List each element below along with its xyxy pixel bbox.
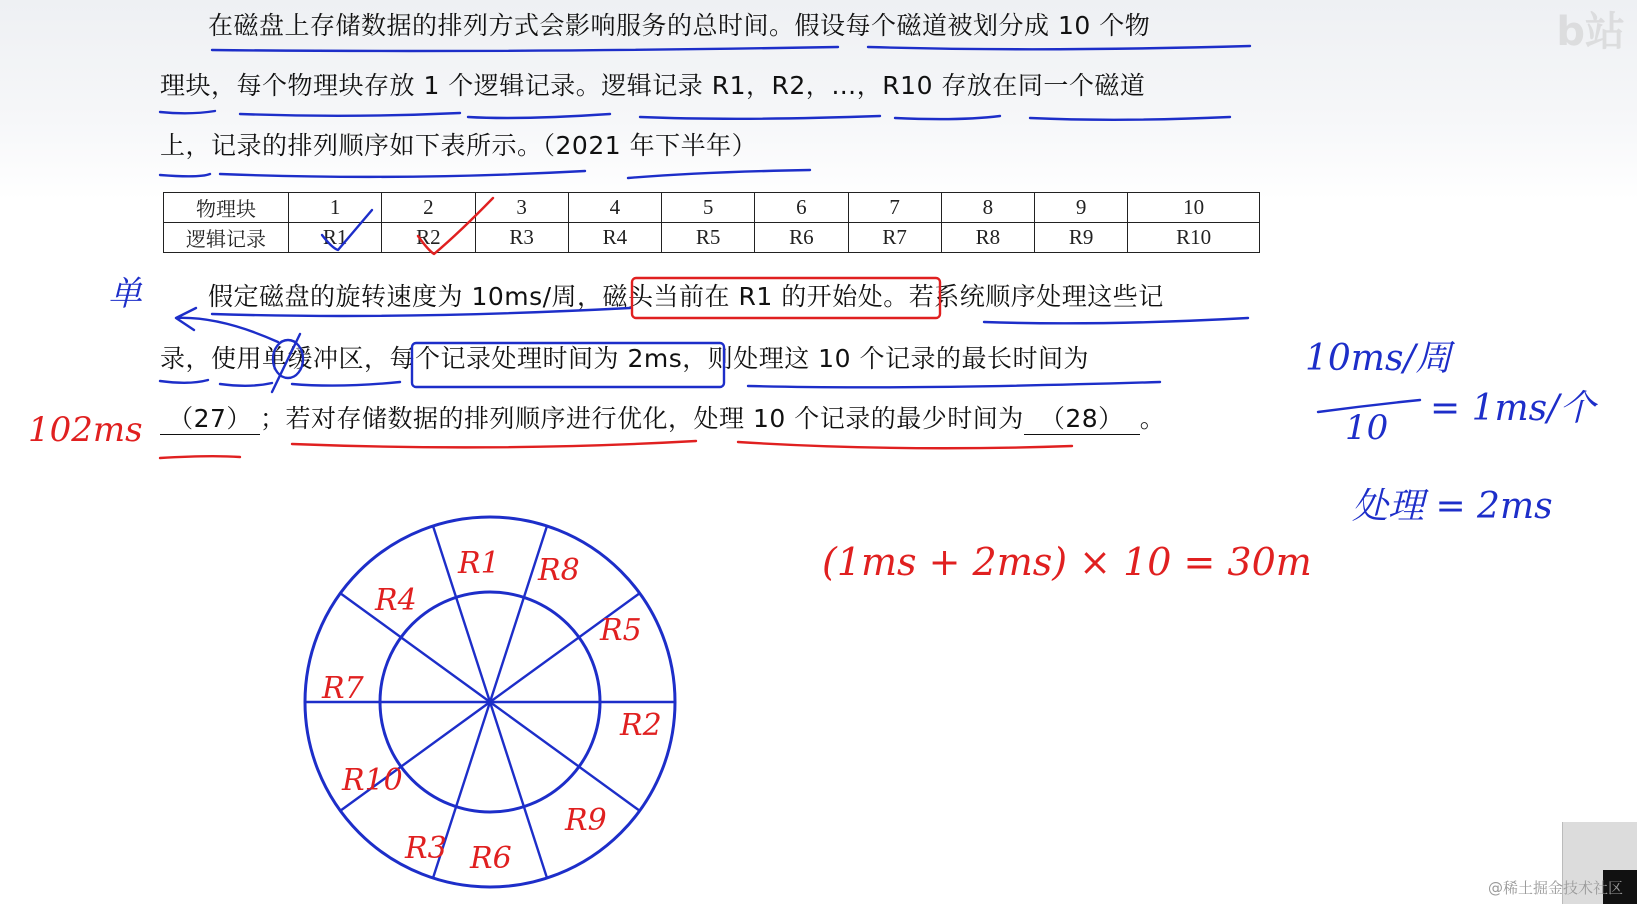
table-cell: 10 [1128,193,1260,223]
underline-mark [160,174,210,176]
underline-mark [292,382,400,386]
note-divisor: 10 [1345,408,1389,448]
table-cell: 4 [568,193,661,223]
underline-mark [984,318,1248,323]
note-processing: 处理 = 2ms [1352,486,1553,527]
table-cell: R6 [755,223,848,253]
para2-line-1: 假定磁盘的旋转速度为 10ms/周，磁头当前在 R1 的开始处。若系统顺序处理这些记 [208,282,1164,311]
video-logo-watermark: b站 [1556,9,1625,55]
sector-label: R3 [405,831,447,866]
para1-line-1: 在磁盘上存储数据的排列方式会影响服务的总时间。假设每个磁道被划分成 10 个物 [208,11,1151,40]
table-cell: R4 [568,223,661,253]
sector-label: R4 [375,583,417,618]
underline-mark [895,116,1000,119]
box-mark [632,278,940,318]
underline-mark [748,382,1160,387]
underline-mark [240,113,460,116]
note-per-record: = 1ms/个 [1430,388,1596,429]
sector-label: R8 [538,553,580,588]
underline-mark [160,111,215,113]
table-header-physical-block: 物理块 [164,193,289,223]
para1-line-3: 上，记录的排列顺序如下表所示。（2021 年下半年） [160,131,758,160]
para2-line-3-text: ；若对存储数据的排列顺序进行优化，处理 10 个记录的最少时间为 [260,404,1024,433]
sector-label: R1 [458,546,500,581]
sector-label: R7 [322,671,364,706]
sector-label: R9 [565,803,607,838]
note-rotation-speed: 10ms/周 [1305,338,1452,379]
site-watermark: @稀土掘金技术社区 [1487,879,1623,897]
table-cell: 3 [475,193,568,223]
note-dan: 单 [108,274,142,314]
underline-mark [292,441,696,447]
underline-mark [212,47,838,51]
sector-label: R2 [620,708,662,743]
table-cell: 5 [662,193,755,223]
sector-label: R6 [470,841,512,876]
table-cell: 7 [848,193,941,223]
sector-label: R5 [600,613,642,648]
answer-blank-28: （28） [1024,404,1140,435]
underline-mark [468,114,610,118]
table-cell: R3 [475,223,568,253]
answer-blank-27: （27） [160,404,260,435]
table-cell: 8 [941,193,1034,223]
underline-mark [640,116,880,119]
table-cell: R5 [662,223,755,253]
note-formula: (1ms + 2ms) × 10 = 30m [822,540,1312,584]
para2-end: 。 [1139,404,1166,433]
table-cell: 1 [289,193,382,223]
underline-mark [628,170,810,178]
check-mark [418,198,493,254]
underline-mark [738,442,1072,448]
check-mark [322,210,372,250]
table-cell: R8 [941,223,1034,253]
arrow-mark [176,308,278,342]
underline-mark [160,380,208,383]
underline-mark [160,456,240,458]
para1-line-2: 理块，每个物理块存放 1 个逻辑记录。逻辑记录 R1，R2，…，R10 存放在同一个磁道 [160,71,1146,100]
para2-line-2: 录，使用单缓冲区，每个记录处理时间为 2ms，则处理这 10 个记录的最长时间为 [160,344,1089,373]
table-cell: 9 [1035,193,1128,223]
table-cell: R7 [848,223,941,253]
sector-label: R10 [342,763,403,798]
box-mark [412,343,724,387]
table-cell: R1 [289,223,382,253]
underline-mark [868,46,1250,49]
underline-mark [220,383,272,386]
note-left-answer: 102ms [28,410,143,450]
table-cell: R2 [382,223,475,253]
table-cell: R9 [1035,223,1128,253]
table-cell: 2 [382,193,475,223]
underline-mark [212,308,630,316]
underline-mark [1030,117,1230,120]
table-cell: 6 [755,193,848,223]
table-cell: R10 [1128,223,1260,253]
table-header-logical-record: 逻辑记录 [164,223,289,253]
underline-mark [220,171,585,177]
disk-diagram [305,517,676,887]
